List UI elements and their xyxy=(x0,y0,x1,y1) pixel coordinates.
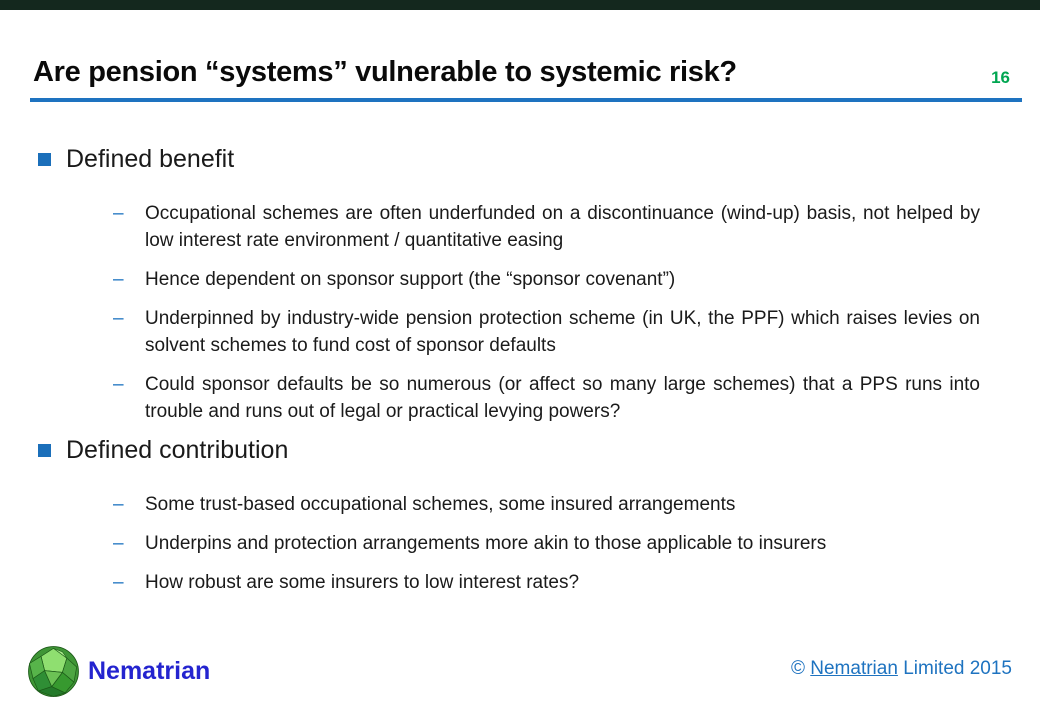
logo-text: Nematrian xyxy=(88,657,211,685)
copyright-rest: Limited 2015 xyxy=(897,658,1012,679)
bullet-text: Underpins and protection arrangements more akin to those applicable to insurers xyxy=(145,533,827,554)
bullet-list xyxy=(113,491,980,596)
top-accent-bar xyxy=(0,0,1040,10)
square-bullet-icon xyxy=(38,153,51,166)
bullet-text: Hence dependent on sponsor support (the “sponsor covenant”) xyxy=(145,269,676,290)
copyright-symbol: © xyxy=(790,658,811,679)
list-item xyxy=(113,371,980,425)
nematrian-polyhedron-icon xyxy=(25,643,82,700)
bullet-text: How robust are some insurers to low interest rates? xyxy=(145,572,580,593)
bullet-text: Could sponsor defaults be so numerous (or affect so many large schemes) that a PPS runs into trouble and runs out of legal or practical levying powers? xyxy=(145,374,980,422)
dash-bullet-icon: – xyxy=(113,308,124,329)
list-item xyxy=(113,569,980,596)
bullet-text: Some trust-based occupational schemes, some insured arrangements xyxy=(145,494,736,515)
dash-bullet-icon: – xyxy=(113,533,124,554)
square-bullet-icon xyxy=(38,444,51,457)
footer-logo xyxy=(25,643,210,700)
section-heading: Defined contribution xyxy=(66,436,289,464)
list-item xyxy=(113,266,980,293)
bullet-list xyxy=(113,200,980,425)
dash-bullet-icon: – xyxy=(113,269,124,290)
dash-bullet-icon: – xyxy=(113,374,124,395)
bullet-text: Underpinned by industry-wide pension protection scheme (in UK, the PPF) which raises levies on solvent schemes to fund cost of sponsor defaults xyxy=(145,308,980,356)
list-item xyxy=(113,530,980,557)
list-item xyxy=(113,305,980,359)
bullet-text: Occupational schemes are often underfunded on a discontinuance (wind-up) basis, not helped by low interest rate environment / quantitative easing xyxy=(145,203,980,251)
section-heading-row xyxy=(38,434,988,467)
nematrian-link[interactable]: Nematrian xyxy=(810,658,898,679)
title-underline-rule xyxy=(30,98,1022,102)
list-item xyxy=(113,200,980,254)
section-heading-row xyxy=(38,143,988,176)
copyright-line xyxy=(791,658,1012,680)
section-defined-benefit xyxy=(38,143,988,437)
dash-bullet-icon: – xyxy=(113,572,124,593)
page-number: 16 xyxy=(991,68,1010,87)
dash-bullet-icon: – xyxy=(113,203,124,224)
slide-title: Are pension “systems” vulnerable to systemic risk? xyxy=(33,56,737,88)
section-heading: Defined benefit xyxy=(66,145,235,173)
list-item xyxy=(113,491,980,518)
dash-bullet-icon: – xyxy=(113,494,124,515)
section-defined-contribution xyxy=(38,434,988,608)
